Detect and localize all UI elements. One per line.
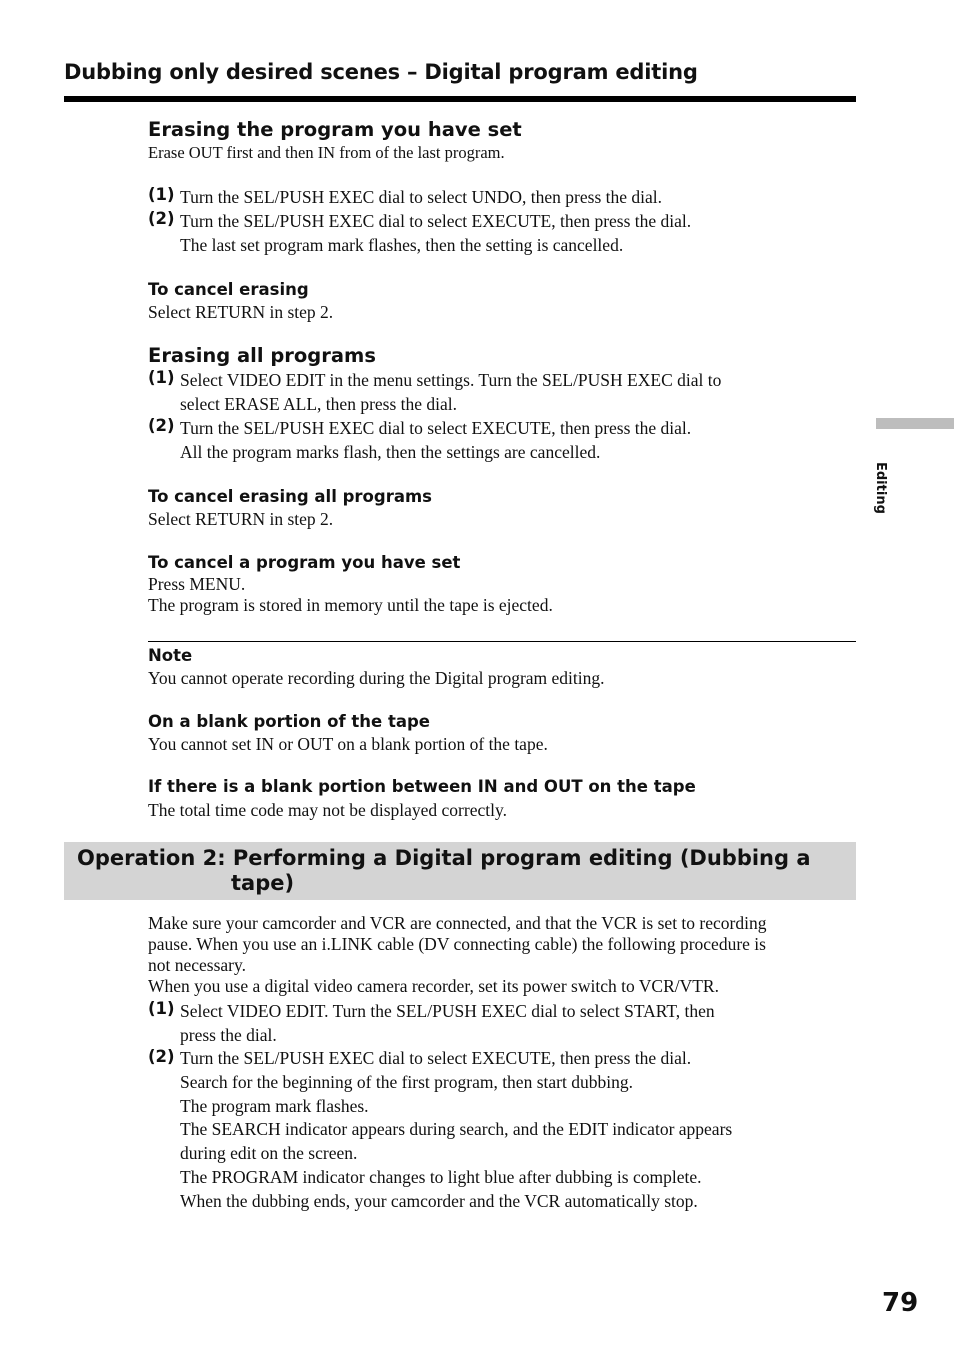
cancel-erasing-all-heading: To cancel erasing all programs: [148, 487, 432, 506]
step-text: Turn the SEL/PUSH EXEC dial to select EXECUTE, then press the dial.: [180, 211, 692, 231]
step-text: Turn the SEL/PUSH EXEC dial to select UNDO, then press the dial.: [180, 187, 663, 207]
step-number: (1): [148, 999, 175, 1018]
step-text: Turn the SEL/PUSH EXEC dial to select EXECUTE, then press the dial.: [180, 1048, 692, 1068]
intro-line: pause. When you use an i.LINK cable (DV connecting cable) the following procedure is: [148, 934, 766, 954]
step-text: during edit on the screen.: [180, 1143, 358, 1164]
cancel-program-heading: To cancel a program you have set: [148, 553, 461, 572]
operation2-intro: [148, 913, 856, 997]
step-text: Select VIDEO EDIT. Turn the SEL/PUSH EXEC dial to select START, then: [180, 1001, 715, 1021]
step-text: Search for the beginning of the first program, then start dubbing.: [180, 1071, 633, 1092]
intro-line: not necessary.: [148, 955, 246, 975]
cancel-program-line: Press MENU.: [148, 574, 246, 594]
note-heading: Note: [148, 646, 193, 665]
erase-all-step-1: [148, 368, 856, 416]
step-text: Select VIDEO EDIT in the menu settings. Turn the SEL/PUSH EXEC dial to: [180, 370, 722, 390]
header-rule: [64, 96, 856, 102]
note-text: You cannot operate recording during the Digital program editing.: [148, 668, 605, 688]
step-text: The PROGRAM indicator changes to light blue after dubbing is complete.: [180, 1166, 702, 1187]
section-heading-erase-one: Erasing the program you have set: [148, 118, 522, 141]
step-text: All the program marks flash, then the settings are cancelled.: [180, 442, 601, 462]
blank-between-text: The total time code may not be displayed correctly.: [148, 800, 507, 820]
intro-line: Make sure your camcorder and VCR are connected, and that the VCR is set to recording: [148, 913, 767, 933]
erase-one-intro: Erase OUT first and then IN from of the last program.: [148, 143, 505, 162]
step-text: When the dubbing ends, your camcorder and the VCR automatically stop.: [180, 1190, 698, 1211]
operation2-title-line1: Operation 2: Performing a Digital program editing (Dubbing a: [77, 846, 811, 870]
erase-one-step-2: [148, 209, 856, 257]
cancel-program-text: [148, 574, 553, 616]
step-number: (2): [148, 209, 175, 228]
step-text: press the dial.: [180, 1025, 277, 1045]
operation2-title-line2: tape): [231, 871, 295, 895]
intro-line: When you use a digital video camera recorder, set its power switch to VCR/VTR.: [148, 976, 719, 996]
step-text: select ERASE ALL, then press the dial.: [180, 394, 458, 414]
cancel-erasing-text: Select RETURN in step 2.: [148, 302, 334, 322]
step-number: (1): [148, 185, 175, 204]
blank-portion-heading: On a blank portion of the tape: [148, 712, 430, 731]
blank-portion-text: You cannot set IN or OUT on a blank portion of the tape.: [148, 734, 548, 754]
blank-between-heading: If there is a blank portion between IN and OUT on the tape: [148, 777, 696, 796]
note-rule: [148, 641, 856, 642]
step-text: Turn the SEL/PUSH EXEC dial to select EXECUTE, then press the dial.: [180, 418, 692, 438]
step-text: The SEARCH indicator appears during search, and the EDIT indicator appears: [180, 1119, 733, 1140]
operation2-step-1: [148, 999, 856, 1047]
step-number: (1): [148, 368, 175, 387]
page-header-title: Dubbing only desired scenes – Digital program editing: [64, 60, 698, 84]
step-number: (2): [148, 1047, 175, 1066]
step-text: The last set program mark flashes, then the setting is cancelled.: [180, 235, 624, 255]
erase-one-step-1: [148, 185, 856, 209]
section-heading-erase-all: Erasing all programs: [148, 344, 376, 367]
step-text: The program mark flashes.: [180, 1095, 369, 1116]
cancel-erasing-heading: To cancel erasing: [148, 280, 309, 299]
page-number: 79: [882, 1288, 919, 1318]
erase-all-step-2: [148, 416, 856, 464]
cancel-erasing-all-text: Select RETURN in step 2.: [148, 509, 334, 529]
side-tab-label: Editing: [873, 462, 888, 514]
operation2-step-2: [148, 1047, 856, 1214]
side-tab-bar: [876, 418, 954, 429]
step-number: (2): [148, 416, 175, 435]
cancel-program-line: The program is stored in memory until the tape is ejected.: [148, 595, 553, 615]
